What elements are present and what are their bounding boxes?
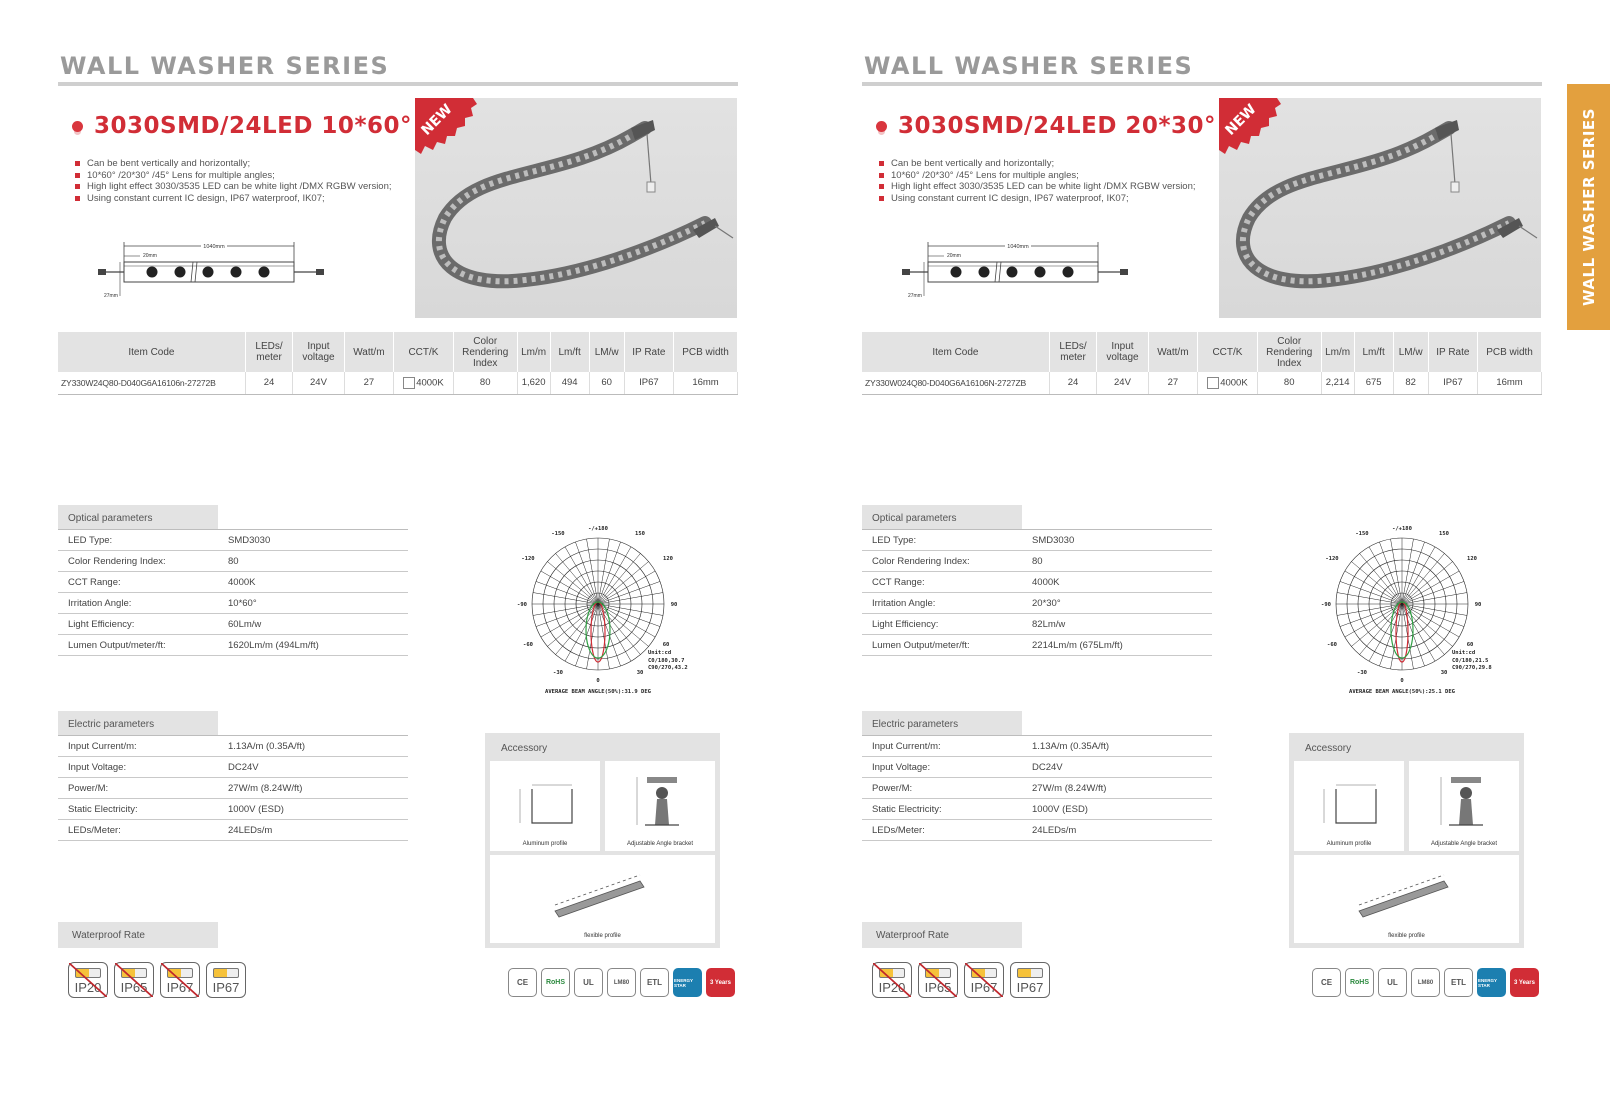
polar-label: 150 <box>1439 531 1449 537</box>
product-title: 3030SMD/24LED 10*60° <box>94 113 412 139</box>
lm-m-cell: 1,620 <box>517 372 550 394</box>
bracket-icon <box>1409 761 1519 841</box>
param-key: Color Rendering Index: <box>872 555 970 567</box>
flexible-profile-label: flexible profile <box>584 933 621 939</box>
col-cri: Color Rendering Index <box>453 332 517 372</box>
param-row <box>58 635 408 656</box>
pcb-cell: 16mm <box>1478 372 1542 394</box>
col-lm-ft: Lm/ft <box>550 332 589 372</box>
polar-label: 120 <box>1467 556 1477 562</box>
ul-icon: UL <box>574 968 603 997</box>
polar-label: AVERAGE BEAM ANGLE(50%):25.1 DEG <box>1349 689 1455 695</box>
polar-label: 30 <box>1440 670 1448 676</box>
polar-label: -30 <box>553 670 563 676</box>
col-watt: Watt/m <box>1148 332 1197 372</box>
polar-label: 120 <box>663 556 673 562</box>
param-row <box>862 614 1212 635</box>
polar-label: C0/180,21.5 <box>1452 658 1489 664</box>
polar-light-distribution <box>1302 522 1502 702</box>
param-value: 82Lm/w <box>1032 618 1066 630</box>
polar-label: -150 <box>1355 531 1369 537</box>
col-ip-rate: IP Rate <box>624 332 673 372</box>
param-value: 1000V (ESD) <box>1032 803 1088 815</box>
leds-cell: 24 <box>245 372 292 394</box>
dim-length-label: 1040mm <box>203 244 225 250</box>
col-input-voltage: Input voltage <box>293 332 344 372</box>
voltage-cell: 24V <box>293 372 344 394</box>
param-key: Irritation Angle: <box>68 597 132 609</box>
param-value: 80 <box>228 555 239 567</box>
side-tab-label: WALL WASHER SERIES <box>1579 108 1598 306</box>
col-cct: CCT/K <box>1198 332 1258 372</box>
pcb-cell: 16mm <box>674 372 738 394</box>
param-value: 1620Lm/m (494Lm/ft) <box>228 639 319 651</box>
param-key: Lumen Output/meter/ft: <box>68 639 166 651</box>
col-leds-meter: LEDs/ meter <box>1049 332 1096 372</box>
polar-label: 60 <box>1466 642 1474 648</box>
table-row <box>862 372 1542 394</box>
aluminum-profile-label: Aluminum profile <box>522 841 568 847</box>
param-key: LEDs/Meter: <box>872 824 925 836</box>
feature-item: High light effect 3030/3535 LED can be white light /DMX RGBW version; <box>878 181 1196 193</box>
certification-icons <box>1312 968 1539 997</box>
dim-height-label: 27mm <box>104 293 118 299</box>
col-watt: Watt/m <box>344 332 393 372</box>
new-badge-label: NEW <box>418 101 456 139</box>
polar-label: Unit:cd <box>648 650 672 656</box>
param-value: SMD3030 <box>228 534 271 546</box>
bracket-label: Adjustable Angle bracket <box>1430 841 1498 847</box>
col-cct: CCT/K <box>394 332 454 372</box>
dim-small-label: 20mm <box>947 253 961 259</box>
accessory-panel <box>1289 733 1524 948</box>
param-row <box>862 736 1212 757</box>
rohs-icon: RoHS <box>1345 968 1374 997</box>
param-key: LEDs/Meter: <box>68 824 121 836</box>
param-row <box>862 820 1212 841</box>
aluminum-profile-card <box>490 761 600 851</box>
dimension-drawing <box>900 238 1140 310</box>
param-value: 80 <box>1032 555 1043 567</box>
param-row <box>58 778 408 799</box>
polar-label: -30 <box>1357 670 1367 676</box>
ce-icon: CE <box>1312 968 1341 997</box>
dim-height-label: 27mm <box>908 293 922 299</box>
lm80-icon: LM80 <box>607 968 636 997</box>
accessory-heading: Accessory <box>501 743 548 754</box>
electric-parameters <box>58 711 408 841</box>
dim-small-label: 20mm <box>143 253 157 259</box>
param-value: DC24V <box>228 761 259 773</box>
side-section-tab[interactable] <box>1567 84 1610 330</box>
param-row <box>58 593 408 614</box>
polar-label: Unit:cd <box>1452 650 1476 656</box>
polar-label: 0 <box>596 678 600 684</box>
polar-label: C0/180,30.7 <box>648 658 685 664</box>
polar-label: 60 <box>662 642 670 648</box>
polar-label: 90 <box>1474 602 1482 608</box>
bracket-label: Adjustable Angle bracket <box>626 841 694 847</box>
ip20-icon: IP20 <box>872 962 912 998</box>
bracket-card <box>1409 761 1519 851</box>
param-key: Static Electricity: <box>872 803 942 815</box>
flexible-profile-icon <box>1294 855 1519 931</box>
param-row <box>58 530 408 551</box>
polar-label: -/+180 <box>1392 526 1412 532</box>
param-row <box>58 614 408 635</box>
feature-item: High light effect 3030/3535 LED can be white light /DMX RGBW version; <box>74 181 392 193</box>
polar-label: -90 <box>1321 602 1331 608</box>
ip20-icon: IP20 <box>68 962 108 998</box>
lm-w-cell: 60 <box>589 372 624 394</box>
feature-item: 10*60° /20*30° /45° Lens for multiple angles; <box>74 170 392 182</box>
waterproof-heading: Waterproof Rate <box>862 922 1022 948</box>
param-row <box>862 757 1212 778</box>
param-key: Power/M: <box>68 782 109 794</box>
param-row <box>862 778 1212 799</box>
col-leds-meter: LEDs/ meter <box>245 332 292 372</box>
voltage-cell: 24V <box>1097 372 1148 394</box>
param-value: DC24V <box>1032 761 1063 773</box>
param-key: Static Electricity: <box>68 803 138 815</box>
bullet-dot-icon <box>876 121 887 132</box>
col-lm-ft: Lm/ft <box>1354 332 1393 372</box>
aluminum-profile-icon <box>490 761 600 841</box>
product-photo <box>415 98 737 318</box>
etl-icon: ETL <box>1444 968 1473 997</box>
polar-label: -60 <box>523 642 533 648</box>
bracket-card <box>605 761 715 851</box>
param-key: Light Efficiency: <box>872 618 939 630</box>
catalog-page-left <box>58 0 738 1100</box>
certification-icons <box>508 968 735 997</box>
product-title: 3030SMD/24LED 20*30° <box>898 113 1216 139</box>
feature-item: 10*60° /20*30° /45° Lens for multiple angles; <box>878 170 1196 182</box>
etl-icon: ETL <box>640 968 669 997</box>
polar-label: 150 <box>635 531 645 537</box>
param-value: 1000V (ESD) <box>228 803 284 815</box>
bracket-icon <box>605 761 715 841</box>
optical-params-heading: Optical parameters <box>862 505 1022 529</box>
cct-checkbox[interactable] <box>1207 377 1219 389</box>
polar-label: AVERAGE BEAM ANGLE(50%):31.9 DEG <box>545 689 651 695</box>
series-title: WALL WASHER SERIES <box>60 52 390 80</box>
feature-item: Using constant current IC design, IP67 waterproof, IK07; <box>878 193 1196 205</box>
lm-ft-cell: 675 <box>1354 372 1393 394</box>
cri-cell: 80 <box>1257 372 1321 394</box>
lm-w-cell: 82 <box>1393 372 1428 394</box>
optical-parameters <box>862 505 1212 656</box>
param-key: Input Current/m: <box>872 740 941 752</box>
aluminum-profile-label: Aluminum profile <box>1326 841 1372 847</box>
energy-star-icon: ENERGY STAR <box>1477 968 1506 997</box>
waterproof-heading: Waterproof Rate <box>58 922 218 948</box>
param-row <box>862 572 1212 593</box>
electric-parameters <box>862 711 1212 841</box>
polar-label: -150 <box>551 531 565 537</box>
cct-cell <box>1198 372 1258 394</box>
param-value: 1.13A/m (0.35A/ft) <box>1032 740 1110 752</box>
watt-cell: 27 <box>1148 372 1197 394</box>
item-code-cell: ZY330W24Q80-D040G6A16106n-27272B <box>58 372 245 394</box>
param-row <box>862 530 1212 551</box>
lm-m-cell: 2,214 <box>1321 372 1354 394</box>
param-row <box>862 799 1212 820</box>
col-lm-m: Lm/m <box>517 332 550 372</box>
ip65-icon: IP65 <box>918 962 958 998</box>
param-row <box>58 572 408 593</box>
param-value: 27W/m (8.24W/ft) <box>1032 782 1107 794</box>
param-row <box>862 551 1212 572</box>
cct-cell <box>394 372 454 394</box>
ip-rating-icons <box>872 962 1050 998</box>
warranty-icon: 3 Years <box>706 968 735 997</box>
ip67-crossed-icon: IP67 <box>160 962 200 998</box>
ip67-crossed-icon: IP67 <box>964 962 1004 998</box>
ul-icon: UL <box>1378 968 1407 997</box>
flexible-profile-label: flexible profile <box>1388 933 1425 939</box>
param-key: Input Current/m: <box>68 740 137 752</box>
param-key: Power/M: <box>872 782 913 794</box>
polar-label: 30 <box>636 670 644 676</box>
lm-ft-cell: 494 <box>550 372 589 394</box>
dim-length-label: 1040mm <box>1007 244 1029 250</box>
aluminum-profile-card <box>1294 761 1404 851</box>
param-value: 2214Lm/m (675Lm/ft) <box>1032 639 1123 651</box>
cct-value: 4000K <box>416 377 444 389</box>
col-lm-w: LM/w <box>589 332 624 372</box>
dimension-drawing <box>96 238 336 310</box>
polar-label: -60 <box>1327 642 1337 648</box>
feature-list <box>878 158 1196 204</box>
spec-table <box>58 332 738 395</box>
aluminum-profile-icon <box>1294 761 1404 841</box>
param-row <box>58 757 408 778</box>
col-item-code: Item Code <box>58 332 245 372</box>
param-key: LED Type: <box>872 534 917 546</box>
param-value: 24LEDs/m <box>1032 824 1077 836</box>
cct-value: 4000K <box>1220 377 1248 389</box>
param-value: 10*60° <box>228 597 257 609</box>
param-value: 60Lm/w <box>228 618 262 630</box>
param-key: Color Rendering Index: <box>68 555 166 567</box>
col-lm-w: LM/w <box>1393 332 1428 372</box>
param-key: Lumen Output/meter/ft: <box>872 639 970 651</box>
flexible-profile-card <box>490 855 715 943</box>
table-row <box>58 372 738 394</box>
warranty-icon: 3 Years <box>1510 968 1539 997</box>
product-photo <box>1219 98 1541 318</box>
optical-params-heading: Optical parameters <box>58 505 218 529</box>
leds-cell: 24 <box>1049 372 1096 394</box>
param-value: 4000K <box>228 576 256 588</box>
param-key: LED Type: <box>68 534 113 546</box>
param-key: Light Efficiency: <box>68 618 135 630</box>
title-divider <box>862 82 1542 86</box>
param-value: SMD3030 <box>1032 534 1075 546</box>
col-lm-m: Lm/m <box>1321 332 1354 372</box>
catalog-page-right <box>862 0 1542 1100</box>
ip67-icon: IP67 <box>1010 962 1050 998</box>
new-badge-label: NEW <box>1222 101 1260 139</box>
new-badge <box>1219 98 1285 162</box>
polar-light-distribution <box>498 522 698 702</box>
param-key: Input Voltage: <box>872 761 931 773</box>
polar-label: C90/270,29.8 <box>1452 665 1492 671</box>
polar-label: C90/270,43.2 <box>648 665 688 671</box>
electric-params-heading: Electric parameters <box>58 711 218 735</box>
feature-item: Can be bent vertically and horizontally; <box>878 158 1196 170</box>
col-input-voltage: Input voltage <box>1097 332 1148 372</box>
lm80-icon: LM80 <box>1411 968 1440 997</box>
col-cri: Color Rendering Index <box>1257 332 1321 372</box>
param-row <box>58 736 408 757</box>
polar-label: -120 <box>521 556 535 562</box>
col-pcb-width: PCB width <box>674 332 738 372</box>
cct-checkbox[interactable] <box>403 377 415 389</box>
optical-parameters <box>58 505 408 656</box>
ip67-icon: IP67 <box>206 962 246 998</box>
polar-label: -/+180 <box>588 526 608 532</box>
ip-cell: IP67 <box>1428 372 1477 394</box>
param-value: 4000K <box>1032 576 1060 588</box>
param-value: 1.13A/m (0.35A/ft) <box>228 740 306 752</box>
spec-table <box>862 332 1542 395</box>
energy-star-icon: ENERGY STAR <box>673 968 702 997</box>
param-key: Irritation Angle: <box>872 597 936 609</box>
param-value: 20*30° <box>1032 597 1061 609</box>
param-row <box>862 593 1212 614</box>
item-code-cell: ZY330W024Q80-D040G6A16106N-2727ZB <box>862 372 1049 394</box>
param-value: 24LEDs/m <box>228 824 273 836</box>
polar-label: -90 <box>517 602 527 608</box>
cri-cell: 80 <box>453 372 517 394</box>
param-row <box>58 820 408 841</box>
col-item-code: Item Code <box>862 332 1049 372</box>
flexible-profile-card <box>1294 855 1519 943</box>
param-key: CCT Range: <box>68 576 121 588</box>
col-ip-rate: IP Rate <box>1428 332 1477 372</box>
ip-rating-icons <box>68 962 246 998</box>
rohs-icon: RoHS <box>541 968 570 997</box>
ip-cell: IP67 <box>624 372 673 394</box>
feature-list <box>74 158 392 204</box>
series-title: WALL WASHER SERIES <box>864 52 1194 80</box>
accessory-heading: Accessory <box>1305 743 1352 754</box>
watt-cell: 27 <box>344 372 393 394</box>
table-header-row <box>58 332 738 372</box>
new-badge <box>415 98 481 162</box>
polar-label: 90 <box>670 602 678 608</box>
ip65-icon: IP65 <box>114 962 154 998</box>
param-row <box>862 635 1212 656</box>
bullet-dot-icon <box>72 121 83 132</box>
electric-params-heading: Electric parameters <box>862 711 1022 735</box>
feature-item: Using constant current IC design, IP67 waterproof, IK07; <box>74 193 392 205</box>
param-row <box>58 551 408 572</box>
table-header-row <box>862 332 1542 372</box>
param-value: 27W/m (8.24W/ft) <box>228 782 303 794</box>
param-key: Input Voltage: <box>68 761 127 773</box>
ce-icon: CE <box>508 968 537 997</box>
param-key: CCT Range: <box>872 576 925 588</box>
flexible-profile-icon <box>490 855 715 931</box>
col-pcb-width: PCB width <box>1478 332 1542 372</box>
feature-item: Can be bent vertically and horizontally; <box>74 158 392 170</box>
polar-label: -120 <box>1325 556 1339 562</box>
polar-label: 0 <box>1400 678 1404 684</box>
accessory-panel <box>485 733 720 948</box>
param-row <box>58 799 408 820</box>
title-divider <box>58 82 738 86</box>
